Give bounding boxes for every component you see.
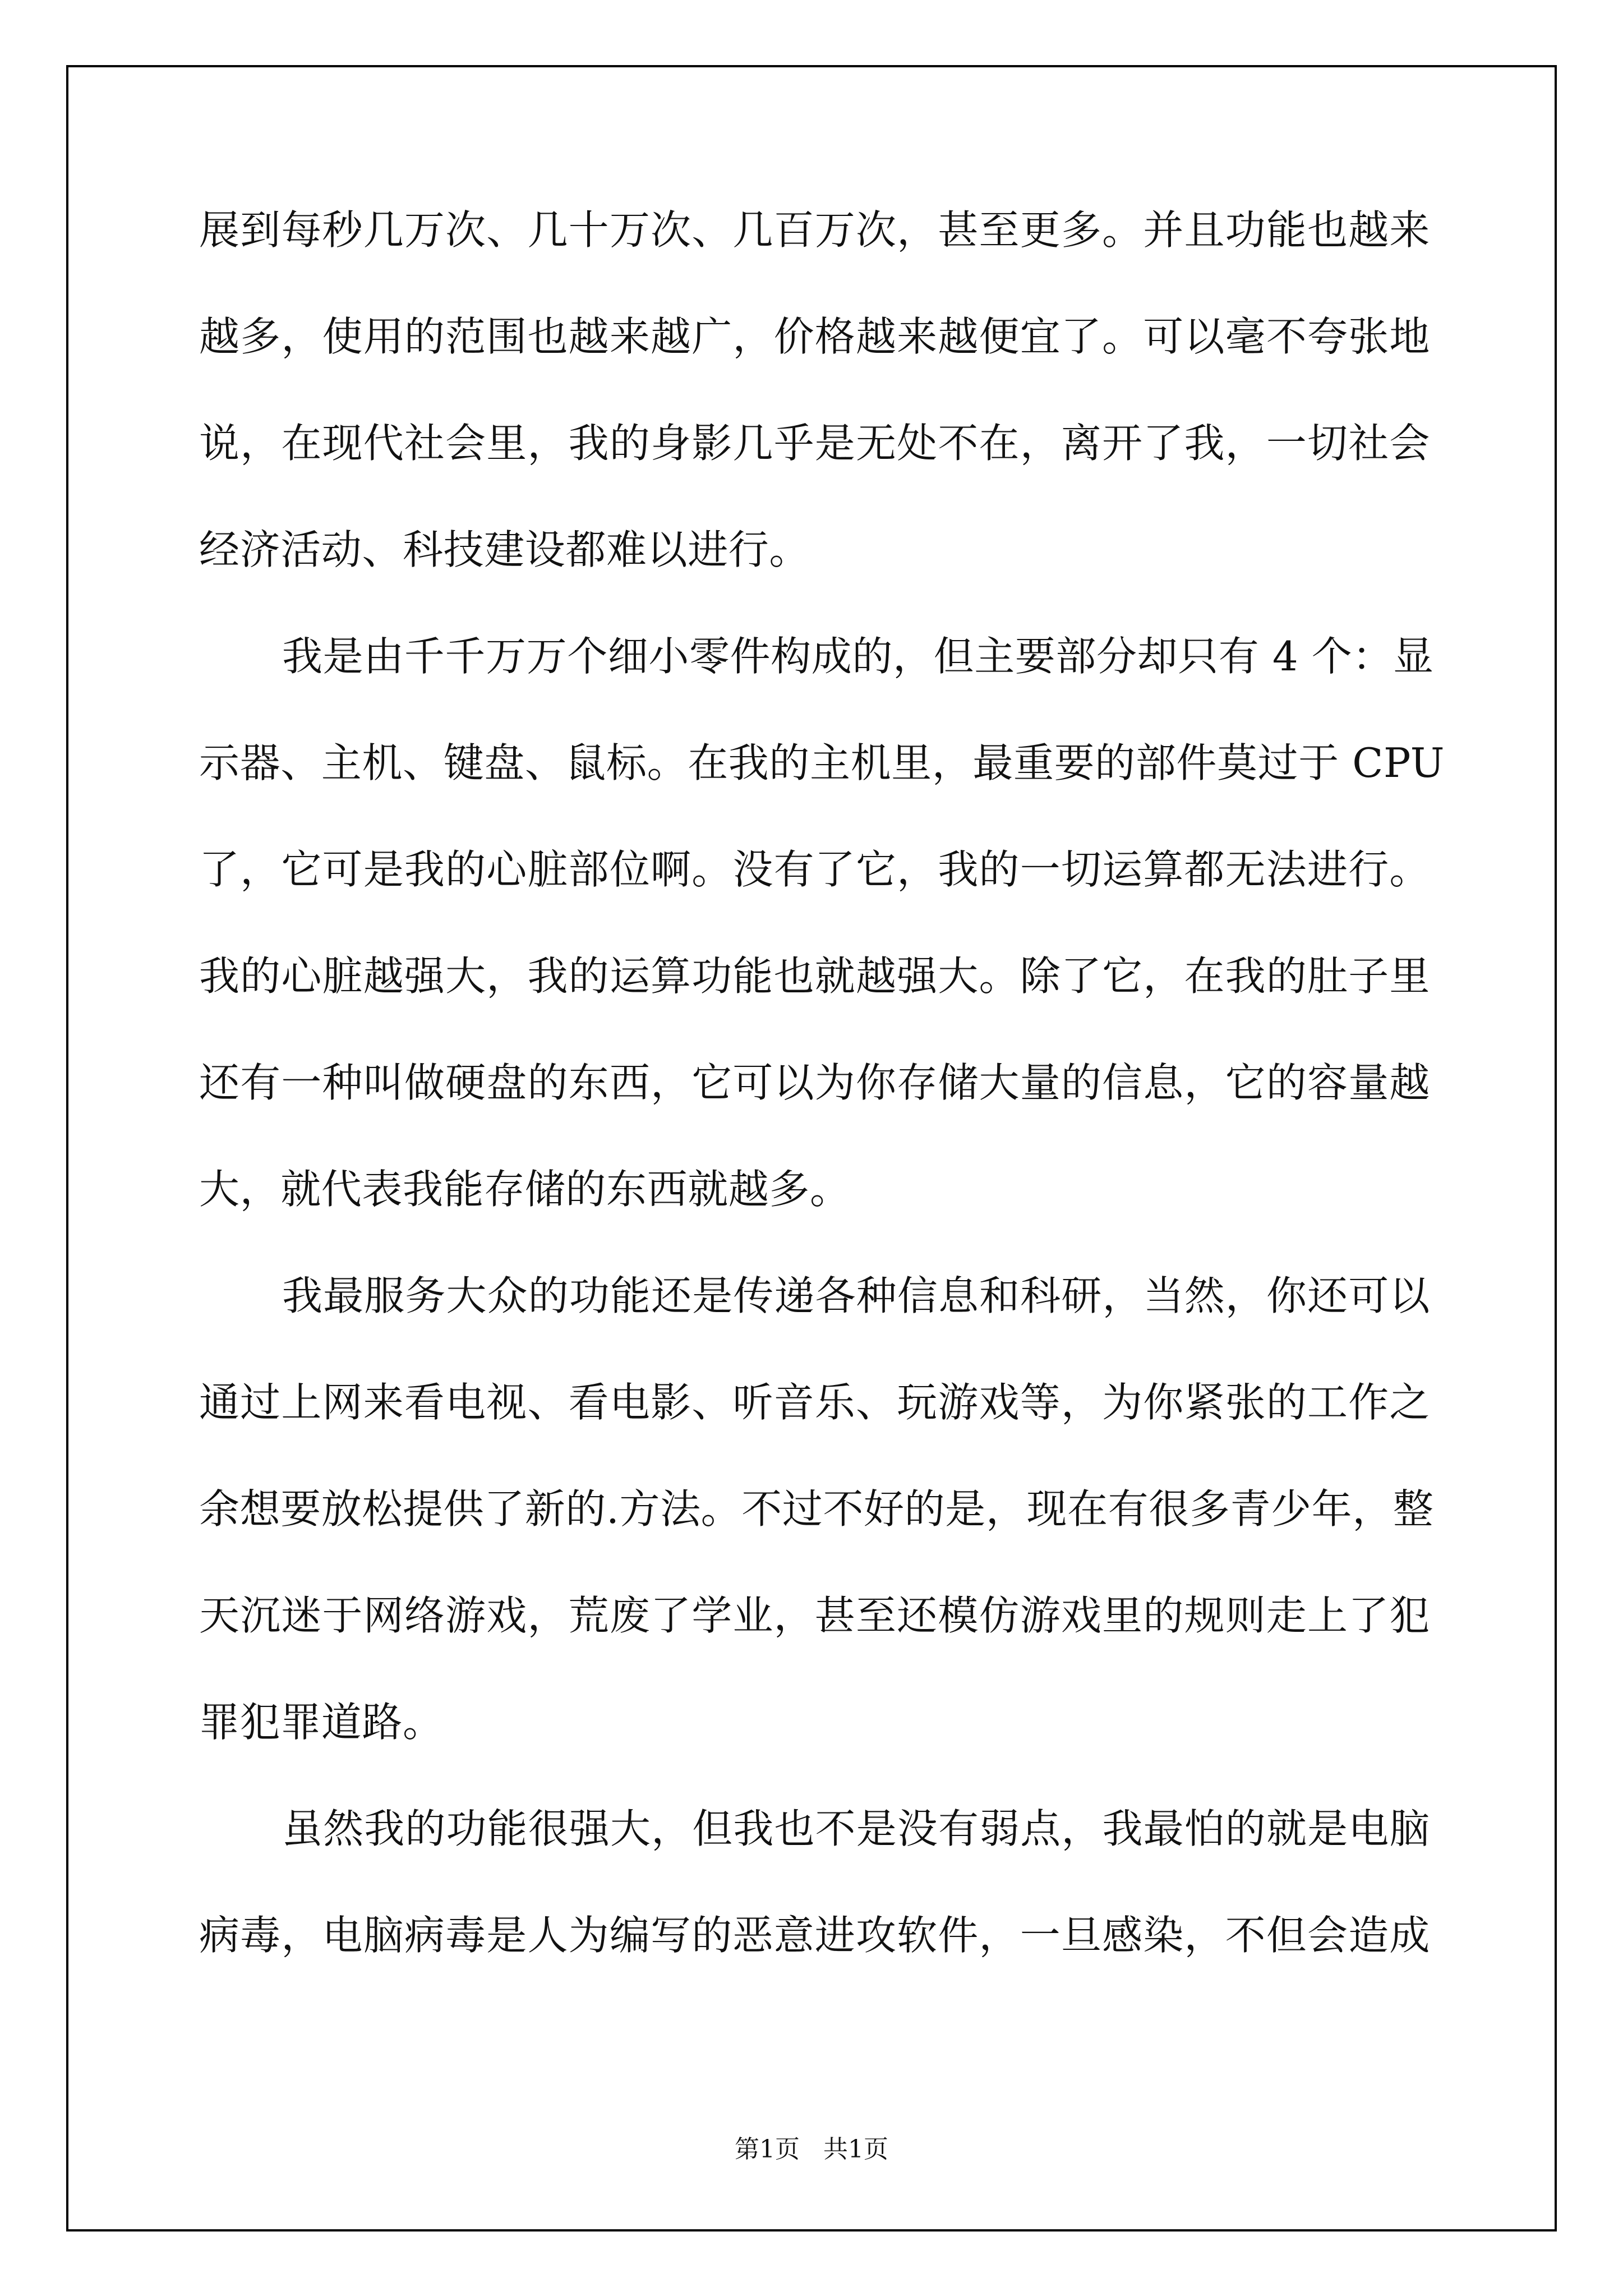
text-line: 了，它可是我的心脏部位啊。没有了它，我的一切运算都无法进行。	[199, 846, 1430, 893]
page-number-total: 共1页	[823, 2135, 888, 2164]
text-line: 我的心脏越强大，我的运算功能也就越强大。除了它，在我的肚子里	[199, 953, 1430, 1000]
text-line: 还有一种叫做硬盘的东西，它可以为你存储大量的信息，它的容量越	[199, 1059, 1430, 1106]
text-line: 通过上网来看电视、看电影、听音乐、玩游戏等，为你紧张的工作之	[199, 1379, 1430, 1426]
text-line: 我最服务大众的功能还是传递各种信息和科研，当然，你还可以	[282, 1272, 1430, 1319]
text-line: 罪犯罪道路。	[199, 1699, 444, 1746]
text-line: 说，在现代社会里，我的身影几乎是无处不在，离开了我，一切社会	[199, 420, 1430, 467]
text-line: 示器、主机、键盘、鼠标。在我的主机里，最重要的部件莫过于 CPU	[199, 739, 1445, 786]
text-line: 越多，使用的范围也越来越广，价格越来越便宜了。可以毫不夸张地	[199, 313, 1430, 360]
text-line: 病毒，电脑病毒是人为编写的恶意进攻软件，一旦感染，不但会造成	[199, 1912, 1430, 1959]
text-line: 虽然我的功能很强大，但我也不是没有弱点，我最怕的就是电脑	[282, 1805, 1430, 1852]
text-line: 展到每秒几万次、几十万次、几百万次，甚至更多。并且功能也越来	[199, 206, 1430, 254]
text-line: 经济活动、科技建设都难以进行。	[199, 526, 810, 573]
page-number-current: 第1页	[735, 2135, 800, 2164]
page-footer	[0, 2129, 1623, 2165]
text-line: 大，就代表我能存储的东西就越多。	[199, 1166, 851, 1213]
document-body	[199, 206, 1445, 2019]
text-line: 我是由千千万万个细小零件构成的，但主要部分却只有 4 个：显	[282, 633, 1434, 680]
text-line: 天沉迷于网络游戏，荒废了学业，甚至还模仿游戏里的规则走上了犯	[199, 1592, 1430, 1639]
text-line: 余想要放松提供了新的.方法。不过不好的是，现在有很多青少年，整	[199, 1485, 1434, 1533]
